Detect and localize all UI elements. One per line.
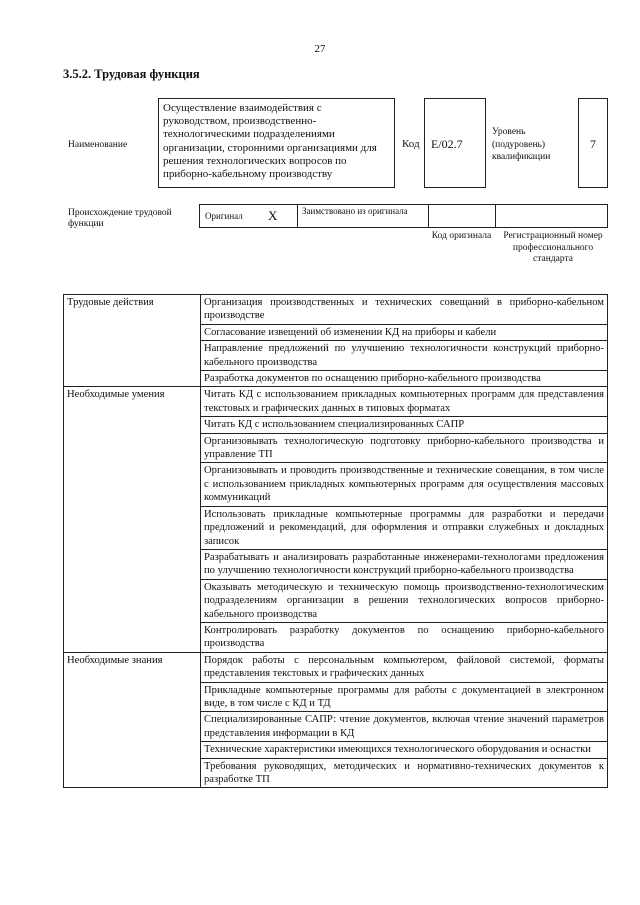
category-cell	[64, 417, 201, 433]
table-row	[64, 742, 608, 758]
original-label: Оригинал	[205, 211, 243, 221]
category-cell	[64, 433, 201, 463]
description-cell: Организовывать технологическую подготовку приборно-кабельного производства и управление ТП	[201, 433, 608, 463]
origin-table	[199, 204, 608, 228]
borrowed-label: Заимствовано из оригинала	[302, 206, 408, 216]
function-name-box	[158, 98, 395, 188]
name-label: Наименование	[68, 140, 128, 150]
table-row	[64, 433, 608, 463]
description-cell: Контролировать разработку документов по оснащению приборно-кабельного производства	[201, 622, 608, 652]
original-cell	[200, 205, 298, 227]
category-cell	[64, 712, 201, 742]
category-cell	[64, 758, 201, 788]
category-cell	[64, 622, 201, 652]
borrowed-cell	[298, 205, 429, 227]
category-cell	[64, 324, 201, 340]
category-cell	[64, 579, 201, 622]
description-cell: Технические характеристики имеющихся технологического оборудования и оснастки	[201, 742, 608, 758]
description-cell: Использовать прикладные компьютерные программы для разработки и передачи предложений и рекомендаций, для оформления и отправки служебных и докладных записок	[201, 506, 608, 549]
category-cell	[64, 682, 201, 712]
reg-number-caption: Регистрационный номер профессионального стандарта	[503, 231, 603, 264]
code-box	[424, 98, 486, 188]
level-value: 7	[590, 137, 596, 151]
table-row	[64, 417, 608, 433]
table-row	[64, 371, 608, 387]
description-cell: Требования руководящих, методических и нормативно-технических документов к разработке ТП	[201, 758, 608, 788]
category-cell: Необходимые знания	[64, 652, 201, 682]
function-details-table	[63, 294, 608, 788]
description-cell: Разработка документов по оснащению приборно-кабельного производства	[201, 371, 608, 387]
table-row	[64, 758, 608, 788]
description-cell: Специализированные САПР: чтение документов, включая чтение значений параметров представления информации в КД	[201, 712, 608, 742]
table-row	[64, 387, 608, 417]
category-cell	[64, 506, 201, 549]
function-name: Осуществление взаимодействия с руководством, производственно-технологическими подразделениями организации, сторонними организациями для решения технологических вопросов по приборно-кабельному производству	[163, 102, 377, 181]
description-cell: Порядок работы с персональным компьютером, файловой системой, форматы представления текстовых и графических данных	[201, 652, 608, 682]
page-number: 27	[314, 43, 326, 55]
code-label: Код	[402, 138, 420, 150]
description-cell: Организация производственных и технических совещаний в приборно-кабельном производстве	[201, 295, 608, 325]
code-original-caption: Код оригинала	[431, 231, 492, 241]
table-row	[64, 682, 608, 712]
category-cell	[64, 463, 201, 506]
description-cell: Организовывать и проводить производственные и технические совещания, в том числе с использованием прикладных компьютерных программ для осуществления массовых коммуникаций	[201, 463, 608, 506]
category-cell	[64, 341, 201, 371]
code-value: E/02.7	[431, 137, 463, 151]
description-cell: Оказывать методическую и техническую помощь производственно-технологическим подразделениям организации в решении технологических вопросов приборно-кабельного производства	[201, 579, 608, 622]
table-row	[64, 463, 608, 506]
original-mark: X	[268, 208, 278, 223]
description-cell: Согласование извещений об изменении КД на приборы и кабели	[201, 324, 608, 340]
table-row	[64, 622, 608, 652]
category-cell	[64, 549, 201, 579]
table-row	[64, 506, 608, 549]
level-label: Уровень (подуровень) квалификации	[492, 127, 551, 162]
description-cell: Читать КД с использованием специализированных САПР	[201, 417, 608, 433]
table-row	[64, 712, 608, 742]
table-row	[64, 341, 608, 371]
description-cell: Читать КД с использованием прикладных компьютерных программ для представления текстовых и графических данных в типовых форматах	[201, 387, 608, 417]
section-title: 3.5.2. Трудовая функция	[63, 67, 200, 81]
category-cell	[64, 742, 201, 758]
reg-number-cell	[496, 205, 607, 227]
table-row	[64, 579, 608, 622]
code-original-cell	[429, 205, 496, 227]
category-cell: Трудовые действия	[64, 295, 201, 325]
description-cell: Направление предложений по улучшению технологичности конструкций приборно-кабельного производства	[201, 341, 608, 371]
table-row	[64, 295, 608, 325]
category-cell	[64, 371, 201, 387]
table-row	[64, 652, 608, 682]
level-box	[578, 98, 608, 188]
description-cell: Разрабатывать и анализировать разработанные инженерами-технологами предложения по улучшению технологичности конструкций приборно-кабельного производства	[201, 549, 608, 579]
description-cell: Прикладные компьютерные программы для работы с документацией в электронном виде, в том числе с КД и ТД	[201, 682, 608, 712]
origin-label: Происхождение трудовой функции	[68, 208, 172, 229]
table-row	[64, 324, 608, 340]
category-cell: Необходимые умения	[64, 387, 201, 417]
table-row	[64, 549, 608, 579]
